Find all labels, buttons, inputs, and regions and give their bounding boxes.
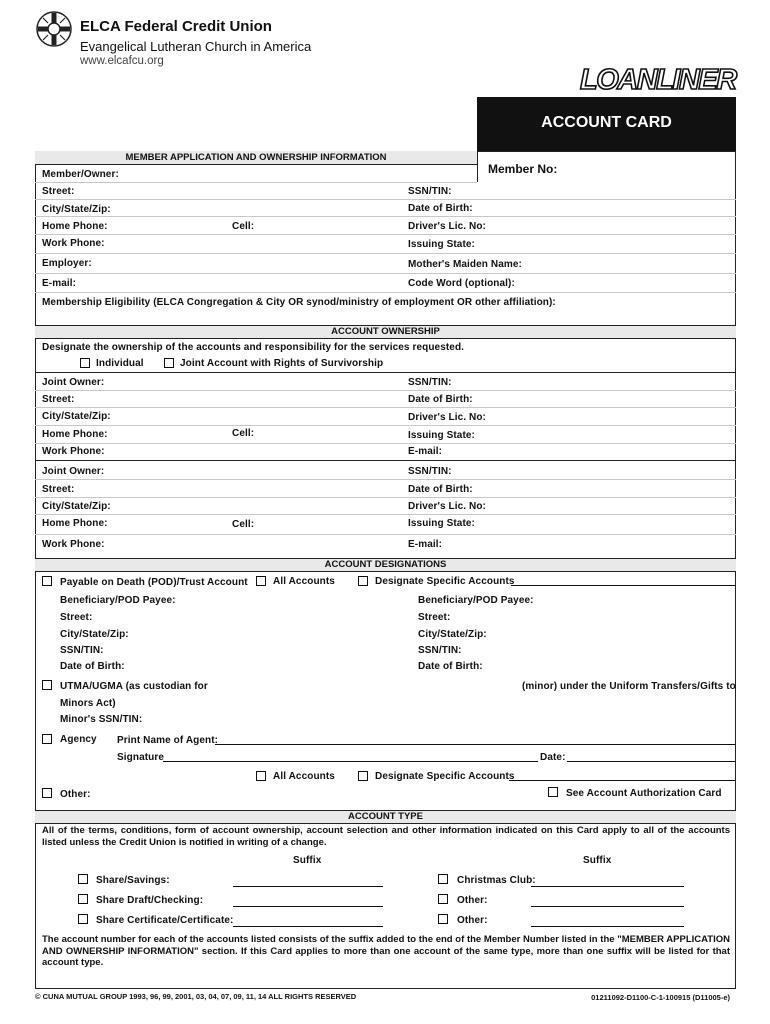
- account-card-title-box: [477, 97, 736, 152]
- joint-owner-2-drivers-label: Driver's Lic. No:: [408, 501, 486, 512]
- agency-all-accounts-label: All Accounts: [273, 771, 335, 782]
- individual-checkbox[interactable]: [80, 358, 90, 368]
- joint-owner-1-cell-label: Cell:: [232, 428, 255, 439]
- share-savings-checkbox[interactable]: [78, 874, 88, 884]
- beneficiary-2-city-label: City/State/Zip:: [418, 629, 487, 640]
- joint-owner-1-home-phone-label: Home Phone:: [42, 429, 108, 440]
- pod-all-accounts-label: All Accounts: [273, 576, 335, 587]
- suffix-header-left: Suffix: [293, 855, 322, 866]
- joint-owner-1-email-label: E-mail:: [408, 446, 443, 457]
- pod-designate-specific-label: Designate Specific Accounts: [375, 576, 515, 587]
- share-draft-checkbox[interactable]: [78, 894, 88, 904]
- ownership-instruction: Designate the ownership of the accounts and responsibility for the services requested.: [42, 342, 465, 353]
- beneficiary-2-dob-label: Date of Birth:: [418, 661, 483, 672]
- home-phone-label: Home Phone:: [42, 221, 108, 232]
- utma-checkbox[interactable]: [42, 680, 52, 690]
- beneficiary-2-ssn-label: SSN/TIN:: [418, 645, 462, 656]
- beneficiary-1-dob-label: Date of Birth:: [60, 661, 125, 672]
- beneficiary-1-label: Beneficiary/POD Payee:: [60, 595, 176, 606]
- account-card-title: ACCOUNT CARD: [541, 114, 672, 131]
- ssn-label: SSN/TIN:: [408, 186, 452, 197]
- other-type-2-suffix-line[interactable]: [531, 926, 684, 927]
- print-agent-label: Print Name of Agent:: [117, 735, 219, 746]
- beneficiary-2-label: Beneficiary/POD Payee:: [418, 595, 534, 606]
- pod-all-accounts-checkbox[interactable]: [256, 576, 266, 586]
- joint-owner-2-street-label: Street:: [42, 484, 75, 495]
- share-draft-suffix-line[interactable]: [233, 906, 383, 907]
- other-type-1-checkbox[interactable]: [438, 894, 448, 904]
- email-label: E-mail:: [42, 278, 77, 289]
- share-cert-label: Share Certificate/Certificate:: [96, 915, 234, 926]
- beneficiary-1-ssn-label: SSN/TIN:: [60, 645, 104, 656]
- loanliner-logo: LOANLINER: [580, 64, 736, 96]
- other-type-2-label: Other:: [457, 915, 488, 926]
- agency-specific-accounts-line[interactable]: [509, 780, 735, 781]
- joint-owner-2-cell-label: Cell:: [232, 519, 255, 530]
- joint-owner-2-city-label: City/State/Zip:: [42, 501, 111, 512]
- print-agent-line[interactable]: [215, 744, 735, 745]
- joint-owner-2-email-label: E-mail:: [408, 539, 443, 550]
- joint-owner-2-issuing-label: Issuing State:: [408, 518, 475, 529]
- suffix-header-right: Suffix: [583, 855, 612, 866]
- form-code: 01211092-D1100-C-1-100915 (D11005-e): [591, 993, 730, 1002]
- see-auth-card-label: See Account Authorization Card: [566, 788, 722, 799]
- issuing-state-label: Issuing State:: [408, 239, 475, 250]
- member-owner-label: Member/Owner:: [42, 169, 119, 180]
- city-label: City/State/Zip:: [42, 204, 111, 215]
- joint-owner-2-dob-label: Date of Birth:: [408, 484, 473, 495]
- account-type-section-title: ACCOUNT TYPE: [348, 811, 423, 822]
- beneficiary-2-street-label: Street:: [418, 612, 451, 623]
- agency-label: Agency: [60, 734, 97, 745]
- joint-owner-1-label: Joint Owner:: [42, 377, 105, 388]
- org-url: www.elcafcu.org: [80, 55, 164, 67]
- date-line[interactable]: [567, 761, 735, 762]
- share-savings-label: Share/Savings:: [96, 875, 170, 886]
- christmas-club-label: Christmas Club:: [457, 875, 536, 886]
- christmas-club-checkbox[interactable]: [438, 874, 448, 884]
- minors-act-label: Minors Act): [60, 698, 116, 709]
- signature-line[interactable]: [163, 761, 538, 762]
- individual-label: Individual: [96, 358, 144, 369]
- pod-label: Payable on Death (POD)/Trust Account: [60, 577, 248, 588]
- minor-ssn-label: Minor's SSN/TIN:: [60, 714, 143, 725]
- dob-label: Date of Birth:: [408, 203, 473, 214]
- account-type-section-header: [35, 810, 736, 824]
- date-label: Date:: [540, 752, 566, 763]
- employer-label: Employer:: [42, 258, 92, 269]
- member-no-label: Member No:: [488, 162, 558, 176]
- other-designation-checkbox[interactable]: [42, 788, 52, 798]
- joint-owner-1-drivers-label: Driver's Lic. No:: [408, 412, 486, 423]
- ownership-section-header: [35, 325, 736, 339]
- code-word-label: Code Word (optional):: [408, 278, 515, 289]
- see-auth-card-checkbox[interactable]: [548, 787, 558, 797]
- agency-designate-specific-label: Designate Specific Accounts: [375, 771, 515, 782]
- account-number-note: The account number for each of the accounts listed consists of the suffix added to the end of the Member Number listed in the "MEMBER APPLICATION AND OWNERSHIP INFORMATION" section. If this Card applies to more than one account of the same type, more than one suffix will be listed for that account type.: [42, 934, 730, 968]
- ownership-section-title: ACCOUNT OWNERSHIP: [331, 326, 440, 337]
- joint-owner-2-label: Joint Owner:: [42, 466, 105, 477]
- other-type-1-label: Other:: [457, 895, 488, 906]
- member-section-header: [35, 151, 477, 165]
- agency-designate-specific-checkbox[interactable]: [358, 771, 368, 781]
- christmas-club-suffix-line[interactable]: [531, 886, 684, 887]
- beneficiary-1-street-label: Street:: [60, 612, 93, 623]
- joint-owner-1-city-label: City/State/Zip:: [42, 411, 111, 422]
- pod-specific-accounts-line[interactable]: [511, 585, 735, 586]
- cell-label: Cell:: [232, 221, 255, 232]
- agency-all-accounts-checkbox[interactable]: [256, 771, 266, 781]
- beneficiary-1-city-label: City/State/Zip:: [60, 629, 129, 640]
- joint-account-label: Joint Account with Rights of Survivorship: [180, 358, 384, 369]
- other-designation-label: Other:: [60, 789, 91, 800]
- maiden-name-label: Mother's Maiden Name:: [408, 259, 522, 270]
- street-label: Street:: [42, 186, 75, 197]
- share-savings-suffix-line[interactable]: [233, 886, 383, 887]
- utma-label: UTMA/UGMA (as custodian for: [60, 681, 208, 692]
- share-cert-suffix-line[interactable]: [233, 926, 383, 927]
- joint-owner-1-dob-label: Date of Birth:: [408, 394, 473, 405]
- pod-designate-specific-checkbox[interactable]: [358, 576, 368, 586]
- agency-checkbox[interactable]: [42, 734, 52, 744]
- eligibility-label: Membership Eligibility (ELCA Congregation & City OR synod/ministry of employment OR other affiliation):: [42, 297, 556, 308]
- joint-owner-1-street-label: Street:: [42, 394, 75, 405]
- joint-owner-1-ssn-label: SSN/TIN:: [408, 377, 452, 388]
- pod-checkbox[interactable]: [42, 576, 52, 586]
- drivers-lic-label: Driver's Lic. No:: [408, 221, 486, 232]
- copyright-text: © CUNA MUTUAL GROUP 1993, 96, 99, 2001, 03, 04, 07, 09, 11, 14 ALL RIGHTS RESERVED: [35, 992, 357, 1001]
- joint-owner-2-ssn-label: SSN/TIN:: [408, 466, 452, 477]
- other-type-2-checkbox[interactable]: [438, 914, 448, 924]
- designations-section-header: [35, 558, 736, 572]
- org-name: ELCA Federal Credit Union: [80, 18, 272, 35]
- elca-cross-logo: [35, 10, 73, 48]
- work-phone-label: Work Phone:: [42, 238, 105, 249]
- joint-owner-1-issuing-label: Issuing State:: [408, 430, 475, 441]
- signature-label: Signature: [117, 752, 165, 763]
- joint-owner-2-home-phone-label: Home Phone:: [42, 518, 108, 529]
- share-draft-label: Share Draft/Checking:: [96, 895, 204, 906]
- joint-owner-1-work-phone-label: Work Phone:: [42, 446, 105, 457]
- member-section-title: MEMBER APPLICATION AND OWNERSHIP INFORMATION: [125, 152, 387, 163]
- joint-account-checkbox[interactable]: [164, 358, 174, 368]
- other-type-1-suffix-line[interactable]: [531, 906, 684, 907]
- joint-owner-2-work-phone-label: Work Phone:: [42, 539, 105, 550]
- org-subtitle: Evangelical Lutheran Church in America: [80, 39, 312, 54]
- utma-right-label: (minor) under the Uniform Transfers/Gifts to: [522, 681, 736, 692]
- account-type-terms: All of the terms, conditions, form of account ownership, account selection and other information indicated on this Card apply to all of the accounts listed unless the Credit Union is notified in writing of a change.: [42, 825, 730, 848]
- share-cert-checkbox[interactable]: [78, 914, 88, 924]
- designations-section-title: ACCOUNT DESIGNATIONS: [324, 559, 447, 570]
